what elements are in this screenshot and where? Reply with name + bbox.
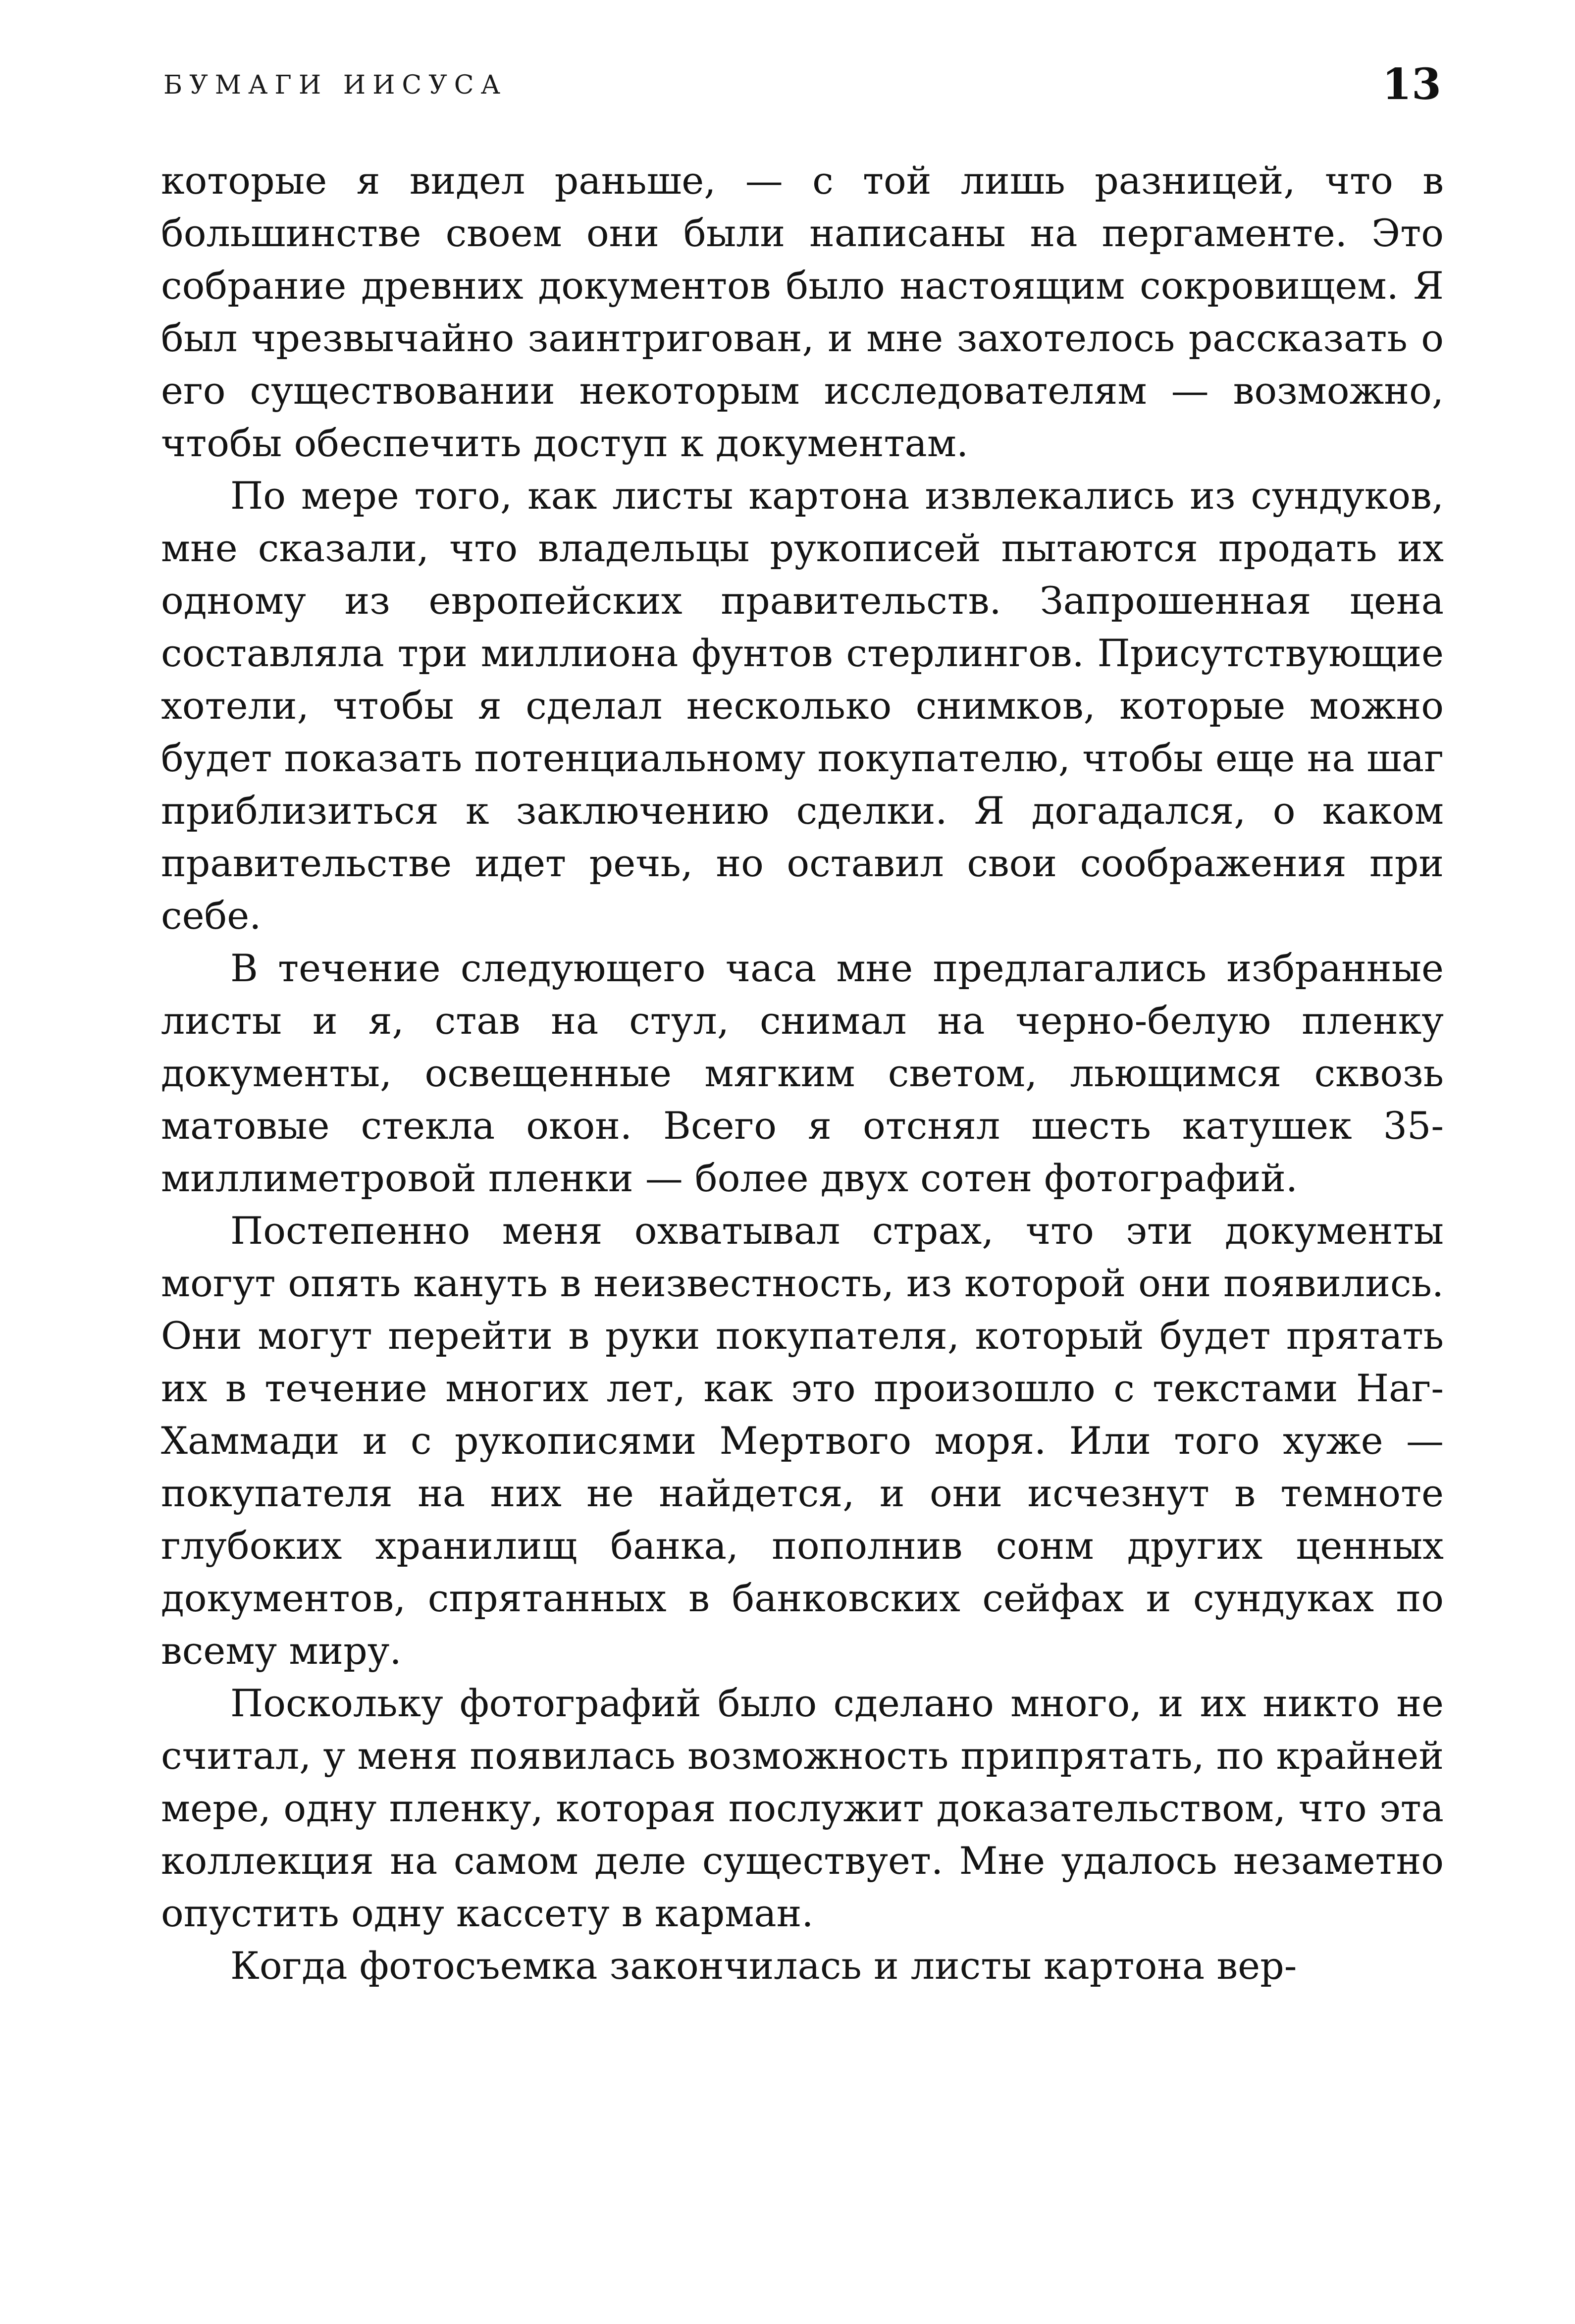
running-title: БУМАГИ ИИСУСА — [163, 70, 507, 100]
page-number: 13 — [1382, 59, 1441, 109]
paragraph-last: Когда фотосъемка закончилась и листы картона вер- — [230, 1944, 1297, 1988]
paragraph: Поскольку фотографий было сделано много, и их никто не считал, у меня появилась возможность припрятать, по крайней мере, одну пленку, которая послужит доказательством, что эта коллекция на самом деле существует. Мне удалось незаметно опустить одну кассету в карман. — [161, 1681, 1444, 1935]
paragraph: В течение следующего часа мне предлагались избранные листы и я, став на стул, снимал на черно-белую пленку документы, освещенные мягким светом, льющимся сквозь матовые стекла окон. Всего я отснял шесть катушек 35-миллиметровой пленки — более двух сотен фотографий. — [161, 946, 1444, 1200]
paragraph: Постепенно меня охватывал страх, что эти документы могут опять кануть в неизвестность, из которой они появились. Они могут перейти в руки покупателя, который будет прятать их в течение многих лет, как это произошло с текстами Наг-Хаммади и с рукописями Мертвого моря. Или того хуже — покупателя на них не найдется, и они исчезнут в темноте глубоких хранилищ банка, пополнив сонм других ценных документов, спрятанных в банковских сейфах и сундуках по всему миру. — [161, 1209, 1444, 1673]
running-head — [163, 59, 1441, 114]
paragraph: По мере того, как листы картона извлекались из сундуков, мне сказали, что владельцы рукописей пытаются продать их одному из европейских правительств. Запрошенная цена составляла три миллиона фунтов стерлингов. Присутствующие хотели, чтобы я сделал несколько снимков, которые можно будет показать потенциальному покупателю, чтобы еще на шаг приблизиться к заключению сделки. Я догадался, о каком правительстве идет речь, но оставил свои соображения при себе. — [161, 474, 1444, 938]
body-text — [161, 155, 1444, 1992]
paragraph-continued: которые я видел раньше, — с той лишь разницей, что в большинстве своем они были написаны на пергаменте. Это собрание древних документов было настоящим сокровищем. Я был чрезвычайно заинтригован, и мне захотелось рассказать о его существовании некоторым исследователям — возможно, чтобы обеспечить доступ к документам. — [161, 158, 1444, 465]
